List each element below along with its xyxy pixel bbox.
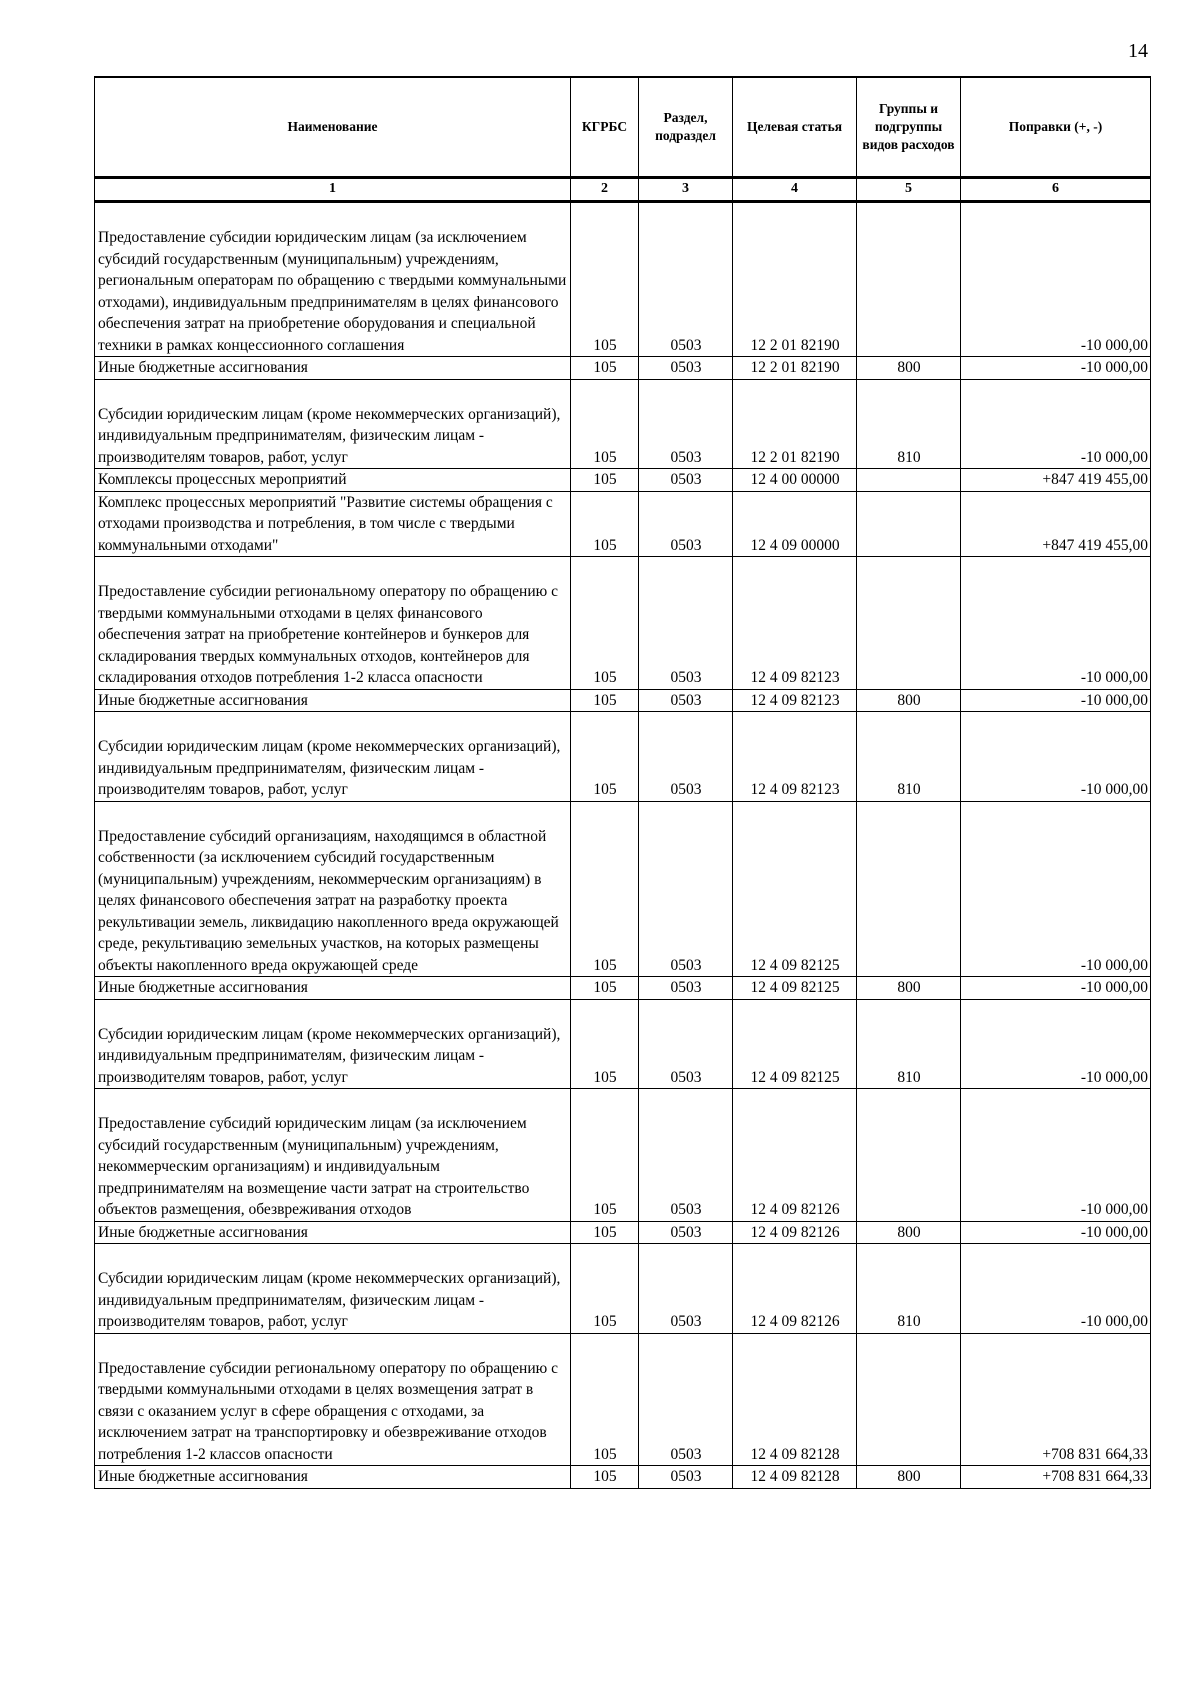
row-amount: -10 000,00	[961, 689, 1151, 712]
table-row	[95, 1221, 1151, 1244]
row-target-article: 12 4 09 82125	[733, 977, 857, 1000]
row-name: Иные бюджетные ассигнования	[95, 357, 571, 380]
table-row	[95, 801, 1151, 977]
row-section: 0503	[639, 379, 733, 469]
table-row	[95, 379, 1151, 469]
row-target-article: 12 4 09 82126	[733, 1089, 857, 1222]
row-kgrbs: 105	[571, 491, 639, 557]
table-row	[95, 999, 1151, 1089]
column-number: 5	[857, 178, 961, 202]
column-number: 3	[639, 178, 733, 202]
row-expense-type	[857, 1089, 961, 1222]
table-row	[95, 1244, 1151, 1334]
row-target-article: 12 2 01 82190	[733, 202, 857, 357]
row-target-article: 12 2 01 82190	[733, 357, 857, 380]
row-section: 0503	[639, 801, 733, 977]
row-kgrbs: 105	[571, 689, 639, 712]
row-target-article: 12 4 09 82125	[733, 999, 857, 1089]
row-kgrbs: 105	[571, 1244, 639, 1334]
row-name: Субсидии юридическим лицам (кроме некоммерческих организаций), индивидуальным предпринимателям, физическим лицам - производителям товаров, работ, услуг	[95, 1244, 571, 1334]
row-name: Предоставление субсидии региональному оператору по обращению с твердыми коммунальными отходами в целях финансового обеспечения затрат на приобретение контейнеров и бункеров для складирования твердых коммунальных отходов, контейнеров для складирования отходов потребления 1-2 класса опасности	[95, 557, 571, 690]
row-kgrbs: 105	[571, 202, 639, 357]
row-section: 0503	[639, 357, 733, 380]
row-kgrbs: 105	[571, 999, 639, 1089]
table-row	[95, 1466, 1151, 1489]
row-name: Предоставление субсидий организациям, находящимся в областной собственности (за исключением субсидий государственным (муниципальным) учреждениям, некоммерческим организациям) в целях финансового обеспечения затрат на разработку проекта рекультивации земель, ликвидацию накопленного вреда окружающей среде, рекультивацию земельных участков, на которых размещены объекты накопленного вреда окружающей среде	[95, 801, 571, 977]
table-row	[95, 1333, 1151, 1466]
row-section: 0503	[639, 1089, 733, 1222]
row-kgrbs: 105	[571, 357, 639, 380]
budget-amendments-table	[94, 76, 1151, 1489]
table-row	[95, 491, 1151, 557]
row-amount: -10 000,00	[961, 379, 1151, 469]
column-number: 6	[961, 178, 1151, 202]
column-number: 1	[95, 178, 571, 202]
row-target-article: 12 4 09 82125	[733, 801, 857, 977]
row-expense-type: 810	[857, 712, 961, 802]
row-kgrbs: 105	[571, 1089, 639, 1222]
row-target-article: 12 4 09 82123	[733, 689, 857, 712]
row-kgrbs: 105	[571, 1221, 639, 1244]
row-target-article: 12 4 09 82123	[733, 557, 857, 690]
table-row	[95, 977, 1151, 1000]
header-kgrbs: КГРБС	[571, 77, 639, 178]
row-section: 0503	[639, 1466, 733, 1489]
row-expense-type: 810	[857, 379, 961, 469]
row-name: Иные бюджетные ассигнования	[95, 1466, 571, 1489]
row-expense-type	[857, 469, 961, 492]
row-expense-type: 810	[857, 1244, 961, 1334]
row-expense-type	[857, 491, 961, 557]
row-target-article: 12 4 09 82128	[733, 1466, 857, 1489]
row-expense-type	[857, 202, 961, 357]
row-name: Комплексы процессных мероприятий	[95, 469, 571, 492]
row-amount: -10 000,00	[961, 712, 1151, 802]
row-expense-type: 800	[857, 1466, 961, 1489]
row-amount: -10 000,00	[961, 999, 1151, 1089]
row-kgrbs: 105	[571, 1333, 639, 1466]
row-amount: -10 000,00	[961, 357, 1151, 380]
row-name: Комплекс процессных мероприятий "Развитие системы обращения с отходами производства и потребления, в том числе с твердыми коммунальными отходами"	[95, 491, 571, 557]
row-target-article: 12 4 09 82126	[733, 1244, 857, 1334]
row-section: 0503	[639, 491, 733, 557]
row-name: Предоставление субсидий юридическим лицам (за исключением субсидий государственным (муниципальным) учреждениям, некоммерческим организациям) и индивидуальным предпринимателям на возмещение части затрат на строительство объектов размещения, обезвреживания отходов	[95, 1089, 571, 1222]
row-amount: +847 419 455,00	[961, 469, 1151, 492]
header-target-article: Целевая статья	[733, 77, 857, 178]
table-row	[95, 712, 1151, 802]
row-expense-type: 800	[857, 1221, 961, 1244]
row-target-article: 12 2 01 82190	[733, 379, 857, 469]
row-section: 0503	[639, 689, 733, 712]
row-target-article: 12 4 09 82126	[733, 1221, 857, 1244]
row-amount: +708 831 664,33	[961, 1333, 1151, 1466]
row-kgrbs: 105	[571, 557, 639, 690]
row-kgrbs: 105	[571, 977, 639, 1000]
row-name: Предоставление субсидии региональному оператору по обращению с твердыми коммунальными отходами в целях возмещения затрат в связи с оказанием услуг в сфере обращения с отходами, за исключением затрат на транспортировку и обезвреживание отходов потребления 1-2 классов опасности	[95, 1333, 571, 1466]
row-name: Иные бюджетные ассигнования	[95, 977, 571, 1000]
row-target-article: 12 4 00 00000	[733, 469, 857, 492]
table-header-row	[95, 77, 1151, 178]
row-section: 0503	[639, 712, 733, 802]
header-expense-type: Группы и подгруппы видов расходов	[857, 77, 961, 178]
table-row	[95, 557, 1151, 690]
row-amount: -10 000,00	[961, 977, 1151, 1000]
row-section: 0503	[639, 999, 733, 1089]
row-section: 0503	[639, 202, 733, 357]
row-section: 0503	[639, 977, 733, 1000]
row-amount: -10 000,00	[961, 1221, 1151, 1244]
row-section: 0503	[639, 1221, 733, 1244]
header-amendments: Поправки (+, -)	[961, 77, 1151, 178]
page-number: 14	[1128, 40, 1148, 62]
row-expense-type	[857, 557, 961, 690]
table-row	[95, 689, 1151, 712]
row-expense-type	[857, 801, 961, 977]
row-expense-type: 800	[857, 357, 961, 380]
row-amount: +708 831 664,33	[961, 1466, 1151, 1489]
row-name: Предоставление субсидии юридическим лицам (за исключением субсидий государственным (муниципальным) учреждениям, региональным операторам по обращению с твердыми коммунальными отходами), индивидуальным предпринимателям в целях финансового обеспечения затрат на приобретение оборудования и специальной техники в рамках концессионного соглашения	[95, 202, 571, 357]
row-amount: -10 000,00	[961, 202, 1151, 357]
row-name: Иные бюджетные ассигнования	[95, 1221, 571, 1244]
row-amount: -10 000,00	[961, 801, 1151, 977]
row-expense-type: 810	[857, 999, 961, 1089]
row-amount: -10 000,00	[961, 557, 1151, 690]
row-kgrbs: 105	[571, 379, 639, 469]
row-name: Субсидии юридическим лицам (кроме некоммерческих организаций), индивидуальным предпринимателям, физическим лицам - производителям товаров, работ, услуг	[95, 712, 571, 802]
table-row	[95, 357, 1151, 380]
row-name: Субсидии юридическим лицам (кроме некоммерческих организаций), индивидуальным предпринимателям, физическим лицам - производителям товаров, работ, услуг	[95, 379, 571, 469]
row-expense-type	[857, 1333, 961, 1466]
row-amount: -10 000,00	[961, 1089, 1151, 1222]
row-target-article: 12 4 09 82128	[733, 1333, 857, 1466]
table-row	[95, 202, 1151, 357]
header-name: Наименование	[95, 77, 571, 178]
row-target-article: 12 4 09 00000	[733, 491, 857, 557]
row-target-article: 12 4 09 82123	[733, 712, 857, 802]
table-row	[95, 469, 1151, 492]
row-amount: -10 000,00	[961, 1244, 1151, 1334]
row-kgrbs: 105	[571, 801, 639, 977]
row-name: Субсидии юридическим лицам (кроме некоммерческих организаций), индивидуальным предпринимателям, физическим лицам - производителям товаров, работ, услуг	[95, 999, 571, 1089]
column-number-row	[95, 178, 1151, 202]
row-kgrbs: 105	[571, 469, 639, 492]
row-expense-type: 800	[857, 689, 961, 712]
row-name: Иные бюджетные ассигнования	[95, 689, 571, 712]
row-section: 0503	[639, 1244, 733, 1334]
row-kgrbs: 105	[571, 712, 639, 802]
column-number: 2	[571, 178, 639, 202]
header-section: Раздел, подраздел	[639, 77, 733, 178]
row-kgrbs: 105	[571, 1466, 639, 1489]
column-number: 4	[733, 178, 857, 202]
row-section: 0503	[639, 557, 733, 690]
row-amount: +847 419 455,00	[961, 491, 1151, 557]
row-expense-type: 800	[857, 977, 961, 1000]
table-row	[95, 1089, 1151, 1222]
row-section: 0503	[639, 1333, 733, 1466]
row-section: 0503	[639, 469, 733, 492]
